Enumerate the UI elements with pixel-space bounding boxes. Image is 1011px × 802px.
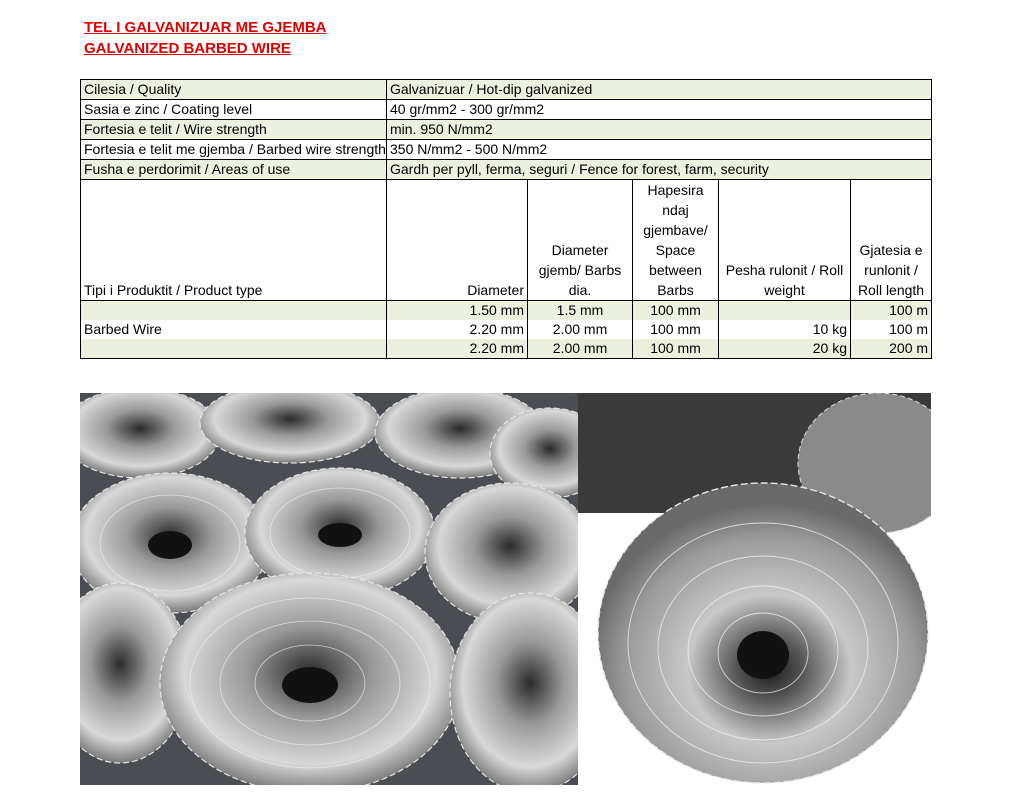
header-diameter: Diameter xyxy=(387,180,528,301)
spec-row-coating xyxy=(81,100,932,120)
spec-row-quality xyxy=(81,80,932,100)
spec-label: Fusha e perdorimit / Areas of use xyxy=(81,160,387,180)
cell-roll-weight: 10 kg xyxy=(719,320,851,339)
cell-roll-length: 200 m xyxy=(851,339,932,359)
cell-diameter: 2.20 mm xyxy=(387,339,528,359)
spec-label: Fortesia e telit me gjemba / Barbed wire strength xyxy=(81,140,387,160)
product-type-cell xyxy=(81,301,387,321)
spec-table xyxy=(80,79,932,359)
cell-roll-length: 100 m xyxy=(851,301,932,321)
spec-row-areas-of-use xyxy=(81,160,932,180)
product-type-cell xyxy=(81,339,387,359)
header-roll-weight: Pesha rulonit / Roll weight xyxy=(719,180,851,301)
cell-space: 100 mm xyxy=(633,339,719,359)
cell-roll-length: 100 m xyxy=(851,320,932,339)
product-header-row xyxy=(81,180,932,301)
spec-label: Fortesia e telit / Wire strength xyxy=(81,120,387,140)
cell-diameter: 2.20 mm xyxy=(387,320,528,339)
cell-diameter: 1.50 mm xyxy=(387,301,528,321)
spec-row-wire-strength xyxy=(81,120,932,140)
product-row xyxy=(81,320,932,339)
cell-space: 100 mm xyxy=(633,301,719,321)
product-name: Barbed Wire xyxy=(81,320,387,339)
header-space: Hapesira ndaj gjembave/ Space between Barbs xyxy=(633,180,719,301)
spec-value: 40 gr/mm2 - 300 gr/mm2 xyxy=(387,100,932,120)
cell-space: 100 mm xyxy=(633,320,719,339)
spec-value: 350 N/mm2 - 500 N/mm2 xyxy=(387,140,932,160)
barbed-wire-roll-closeup-photo xyxy=(578,393,931,785)
spec-value: Galvanizuar / Hot-dip galvanized xyxy=(387,80,932,100)
spec-label: Sasia e zinc / Coating level xyxy=(81,100,387,120)
spec-value: min. 950 N/mm2 xyxy=(387,120,932,140)
cell-barbs-dia: 2.00 mm xyxy=(528,339,633,359)
spec-value: Gardh per pyll, ferma, seguri / Fence for forest, farm, security xyxy=(387,160,932,180)
title-albanian: TEL I GALVANIZUAR ME GJEMBA xyxy=(84,19,327,36)
barbed-wire-rolls-photo xyxy=(80,393,578,785)
product-row xyxy=(81,301,932,321)
cell-roll-weight: 20 kg xyxy=(719,339,851,359)
header-barbs-dia: Diameter gjemb/ Barbs dia. xyxy=(528,180,633,301)
spec-row-barbed-strength xyxy=(81,140,932,160)
product-row xyxy=(81,339,932,359)
cell-roll-weight xyxy=(719,301,851,321)
cell-barbs-dia: 1.5 mm xyxy=(528,301,633,321)
header-roll-length: Gjatesia e runlonit / Roll length xyxy=(851,180,932,301)
spec-label: Cilesia / Quality xyxy=(81,80,387,100)
cell-barbs-dia: 2.00 mm xyxy=(528,320,633,339)
title-english: GALVANIZED BARBED WIRE xyxy=(84,40,291,57)
header-product-type: Tipi i Produktit / Product type xyxy=(81,180,387,301)
